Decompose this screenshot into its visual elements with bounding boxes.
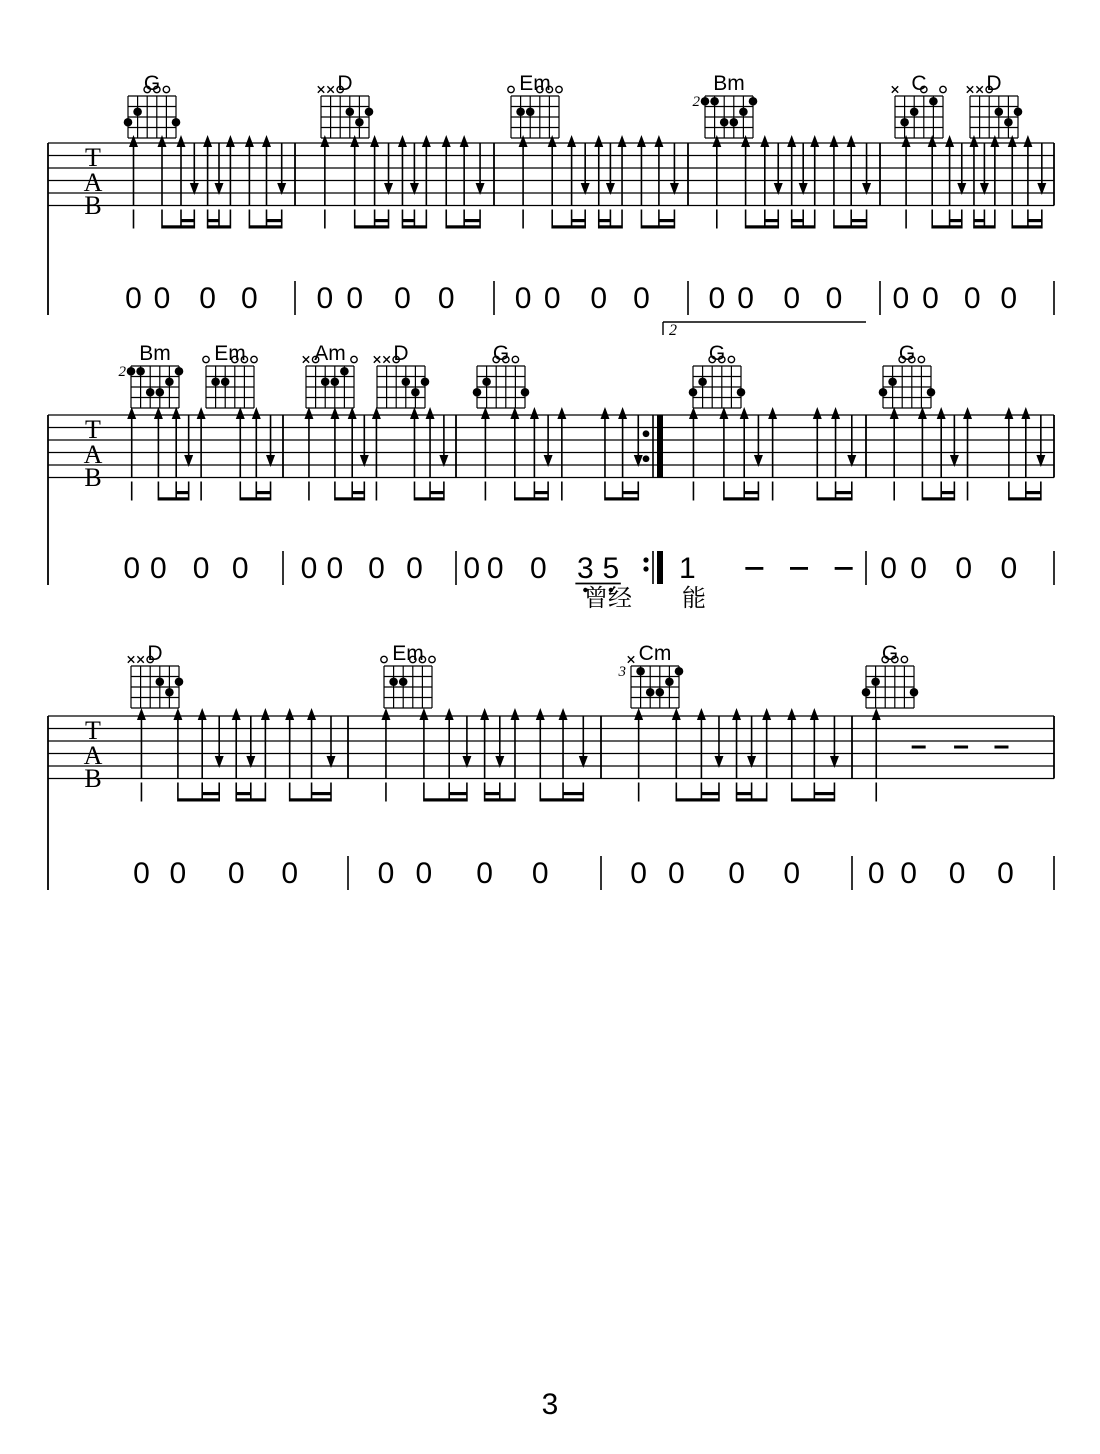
svg-text:0: 0 [783, 282, 801, 315]
melody-number [125, 282, 142, 315]
svg-text:0: 0 [783, 857, 801, 890]
chord-diagram-G [124, 72, 181, 138]
system-3 [48, 642, 1054, 890]
melody-number [406, 552, 423, 585]
melody-number [327, 552, 344, 585]
svg-text:G: G [898, 342, 916, 365]
end-repeat-sign-numbers [643, 551, 663, 584]
measure [119, 342, 276, 585]
rhythm-beams [309, 482, 444, 501]
melody-number [463, 552, 480, 585]
melody-number [346, 282, 363, 315]
rhythm-beams [325, 210, 480, 229]
melody-number [679, 552, 696, 585]
rhythm-beams [485, 482, 638, 501]
svg-text:2: 2 [669, 322, 677, 339]
melody-number [476, 857, 493, 890]
svg-text:B: B [84, 764, 102, 793]
strum-arrows [304, 407, 448, 478]
svg-text:0: 0 [406, 552, 423, 585]
svg-text:0: 0 [633, 282, 650, 315]
melody-number [728, 857, 745, 890]
measure [866, 342, 1054, 585]
svg-text:B: B [84, 463, 102, 492]
svg-text:0: 0 [123, 552, 141, 585]
melody-number [602, 552, 619, 585]
melody-number [416, 857, 433, 890]
svg-text:Am: Am [314, 342, 346, 365]
svg-text:2: 2 [118, 364, 126, 380]
svg-text:0: 0 [281, 857, 299, 890]
melody-number [438, 282, 455, 315]
svg-text:0: 0 [415, 857, 433, 890]
rhythm-beams [141, 783, 331, 802]
tab-clef [84, 415, 103, 492]
tab-clef [84, 716, 103, 793]
svg-text:5: 5 [602, 552, 620, 585]
melody-number [922, 282, 939, 315]
melody-number [737, 282, 754, 315]
rhythm-beams [639, 783, 835, 802]
svg-text:曾经: 曾经 [584, 585, 632, 612]
melody-number [783, 857, 800, 890]
svg-text:0: 0 [900, 857, 917, 890]
svg-text:0: 0 [997, 857, 1014, 890]
number-row [348, 856, 549, 890]
svg-text:0: 0 [1000, 282, 1018, 315]
svg-text:T: T [85, 716, 101, 745]
lyric [682, 585, 706, 612]
lyric [584, 585, 632, 612]
chord-diagram-Bm [693, 72, 758, 138]
system-2 [48, 342, 1054, 612]
strum-arrows [634, 708, 839, 779]
melody-number [241, 282, 258, 315]
melody-dash [790, 567, 808, 570]
rhythm-beams [386, 783, 583, 802]
chord-diagram-Bm [119, 342, 184, 408]
melody-number [668, 857, 685, 890]
melody-number [826, 282, 843, 315]
melody-number [170, 857, 187, 890]
svg-text:0: 0 [300, 552, 318, 585]
melody-number [1000, 282, 1017, 315]
melody-number [515, 282, 532, 315]
svg-text:0: 0 [910, 552, 927, 585]
number-row [679, 552, 853, 585]
chord-diagram-Em [203, 342, 257, 408]
chord-diagram-C [892, 72, 946, 138]
svg-text:2: 2 [692, 94, 700, 110]
strum-arrows [127, 407, 275, 478]
svg-text:0: 0 [590, 282, 608, 315]
number-row [852, 856, 1054, 890]
chord-diagram-Em [508, 72, 562, 138]
melody-number [900, 857, 917, 890]
melody-number [530, 552, 547, 585]
measure [283, 342, 448, 585]
svg-text:C: C [911, 72, 927, 95]
rhythm-beams [906, 210, 1042, 229]
melody-number [133, 857, 150, 890]
svg-text:Bm: Bm [713, 72, 745, 95]
svg-text:0: 0 [1000, 552, 1018, 585]
melody-number [1001, 552, 1018, 585]
chord-diagram-D [967, 72, 1023, 138]
svg-text:0: 0 [192, 552, 210, 585]
tab-staff [48, 415, 1054, 478]
svg-text:0: 0 [150, 552, 167, 585]
svg-text:G: G [492, 342, 510, 365]
rhythm-beams [717, 210, 867, 229]
melody-number [193, 552, 210, 585]
svg-text:0: 0 [199, 282, 216, 315]
strum-arrows [137, 708, 336, 779]
end-repeat-sign [643, 415, 663, 478]
melody-number [955, 552, 972, 585]
svg-text:0: 0 [476, 857, 493, 890]
melody-number [633, 282, 650, 315]
number-row [494, 281, 650, 315]
melody-number [150, 552, 167, 585]
number-row [125, 282, 258, 315]
volta-bracket [663, 322, 866, 339]
tab-staff [48, 143, 1054, 206]
number-row [688, 281, 842, 315]
svg-text:0: 0 [708, 282, 726, 315]
svg-text:0: 0 [486, 552, 504, 585]
melody-number [868, 857, 885, 890]
svg-text:Bm: Bm [139, 342, 171, 365]
svg-text:0: 0 [531, 857, 549, 890]
sustain-dash [912, 746, 926, 749]
melody-number [232, 552, 249, 585]
melody-number [577, 552, 594, 585]
melody-number [228, 857, 245, 890]
strum-arrows [519, 135, 679, 206]
melody-number [590, 282, 607, 315]
melody-number [532, 857, 549, 890]
strum-arrows [381, 708, 587, 779]
strum-arrows [872, 708, 881, 779]
chord-diagram-Am [303, 342, 357, 408]
number-row [283, 551, 423, 585]
system-1 [48, 72, 1054, 339]
strum-arrows [129, 135, 286, 206]
svg-text:D: D [337, 72, 353, 95]
melody-number [378, 857, 395, 890]
svg-text:0: 0 [922, 282, 939, 315]
melody-number [893, 282, 910, 315]
sustain-dash [994, 746, 1008, 749]
svg-text:A: A [83, 440, 103, 469]
strum-arrows [902, 135, 1047, 206]
svg-text:0: 0 [231, 552, 249, 585]
svg-text:A: A [83, 168, 103, 197]
strum-arrows [689, 407, 856, 478]
svg-text:0: 0 [169, 857, 187, 890]
svg-text:能: 能 [682, 585, 706, 612]
strum-arrows [890, 407, 1046, 478]
svg-text:Em: Em [214, 342, 246, 365]
melody-number [964, 282, 981, 315]
svg-text:0: 0 [728, 857, 745, 890]
svg-text:0: 0 [630, 857, 647, 890]
svg-text:0: 0 [880, 552, 897, 585]
svg-text:0: 0 [667, 857, 685, 890]
svg-text:Cm: Cm [638, 642, 672, 665]
svg-text:0: 0 [463, 552, 481, 585]
svg-text:3: 3 [618, 664, 626, 680]
svg-text:B: B [84, 191, 102, 220]
svg-text:0: 0 [737, 282, 754, 315]
number-row [133, 857, 298, 890]
rhythm-beams [693, 482, 851, 501]
svg-text:0: 0 [955, 552, 973, 585]
melody-number [880, 552, 897, 585]
svg-text:0: 0 [133, 857, 150, 890]
melody-number [487, 552, 504, 585]
chord-diagram-D [128, 642, 184, 708]
svg-text:0: 0 [125, 282, 142, 315]
number-row [866, 551, 1054, 585]
chord-diagram-Cm [618, 642, 684, 708]
svg-text:D: D [147, 642, 163, 665]
svg-text:0: 0 [825, 282, 843, 315]
svg-text:T: T [85, 143, 101, 172]
melody-dash [745, 567, 763, 570]
number-row [123, 552, 248, 585]
tab-clef [84, 143, 103, 220]
svg-text:Em: Em [392, 642, 424, 665]
rhythm-beams [894, 482, 1041, 501]
svg-text:0: 0 [326, 552, 344, 585]
svg-text:0: 0 [514, 282, 532, 315]
svg-text:0: 0 [529, 552, 547, 585]
rhythm-beams [132, 482, 271, 501]
svg-text:1: 1 [679, 552, 696, 585]
melody-number [317, 282, 334, 315]
chord-diagram-G [879, 342, 936, 408]
melody-number [630, 857, 647, 890]
svg-text:0: 0 [543, 282, 561, 315]
svg-text:0: 0 [377, 857, 395, 890]
svg-text:0: 0 [948, 857, 966, 890]
measure [456, 342, 663, 592]
rhythm-beams [134, 210, 282, 229]
page-number: 3 [541, 1388, 559, 1421]
number-row [880, 281, 1054, 315]
sustain-dash [954, 746, 968, 749]
chord-diagram-D [318, 72, 374, 138]
svg-text:0: 0 [867, 857, 885, 890]
svg-text:0: 0 [368, 552, 385, 585]
melody-number [910, 552, 927, 585]
svg-text:0: 0 [346, 282, 364, 315]
melody-number [394, 282, 411, 315]
strum-arrows [320, 135, 484, 206]
svg-text:0: 0 [241, 282, 258, 315]
strum-arrows [712, 135, 871, 206]
svg-text:3: 3 [577, 552, 594, 585]
chord-diagram-D [374, 342, 430, 408]
chord-diagram-G [689, 342, 746, 408]
melody-number [123, 552, 140, 585]
melody-number [199, 282, 216, 315]
strum-arrows [481, 407, 643, 478]
number-row [601, 856, 800, 890]
melody-number [997, 857, 1014, 890]
svg-text:0: 0 [963, 282, 981, 315]
svg-text:D: D [986, 72, 1002, 95]
melody-number [708, 282, 725, 315]
svg-text:Em: Em [519, 72, 551, 95]
svg-text:0: 0 [153, 282, 171, 315]
rhythm-beams [523, 210, 674, 229]
svg-text:T: T [85, 415, 101, 444]
melody-number [281, 857, 298, 890]
svg-text:D: D [393, 342, 409, 365]
melody-number [544, 282, 561, 315]
melody-number [368, 552, 385, 585]
svg-text:0: 0 [394, 282, 411, 315]
svg-text:0: 0 [227, 857, 245, 890]
melody-number [783, 282, 800, 315]
svg-text:0: 0 [437, 282, 455, 315]
svg-text:G: G [708, 342, 726, 365]
chord-diagram-Em [381, 642, 435, 708]
melody-number [949, 857, 966, 890]
tab-staff [48, 716, 1054, 779]
chord-diagram-G [473, 342, 530, 408]
measure [679, 342, 856, 585]
chord-diagram-G [862, 642, 919, 708]
melody-number [301, 552, 318, 585]
svg-text:G: G [143, 72, 161, 95]
melody-dash [835, 567, 853, 570]
number-row [295, 281, 455, 315]
svg-text:A: A [83, 741, 103, 770]
svg-text:0: 0 [316, 282, 334, 315]
melody-number [154, 282, 171, 315]
svg-text:0: 0 [892, 282, 910, 315]
svg-text:G: G [881, 642, 899, 665]
